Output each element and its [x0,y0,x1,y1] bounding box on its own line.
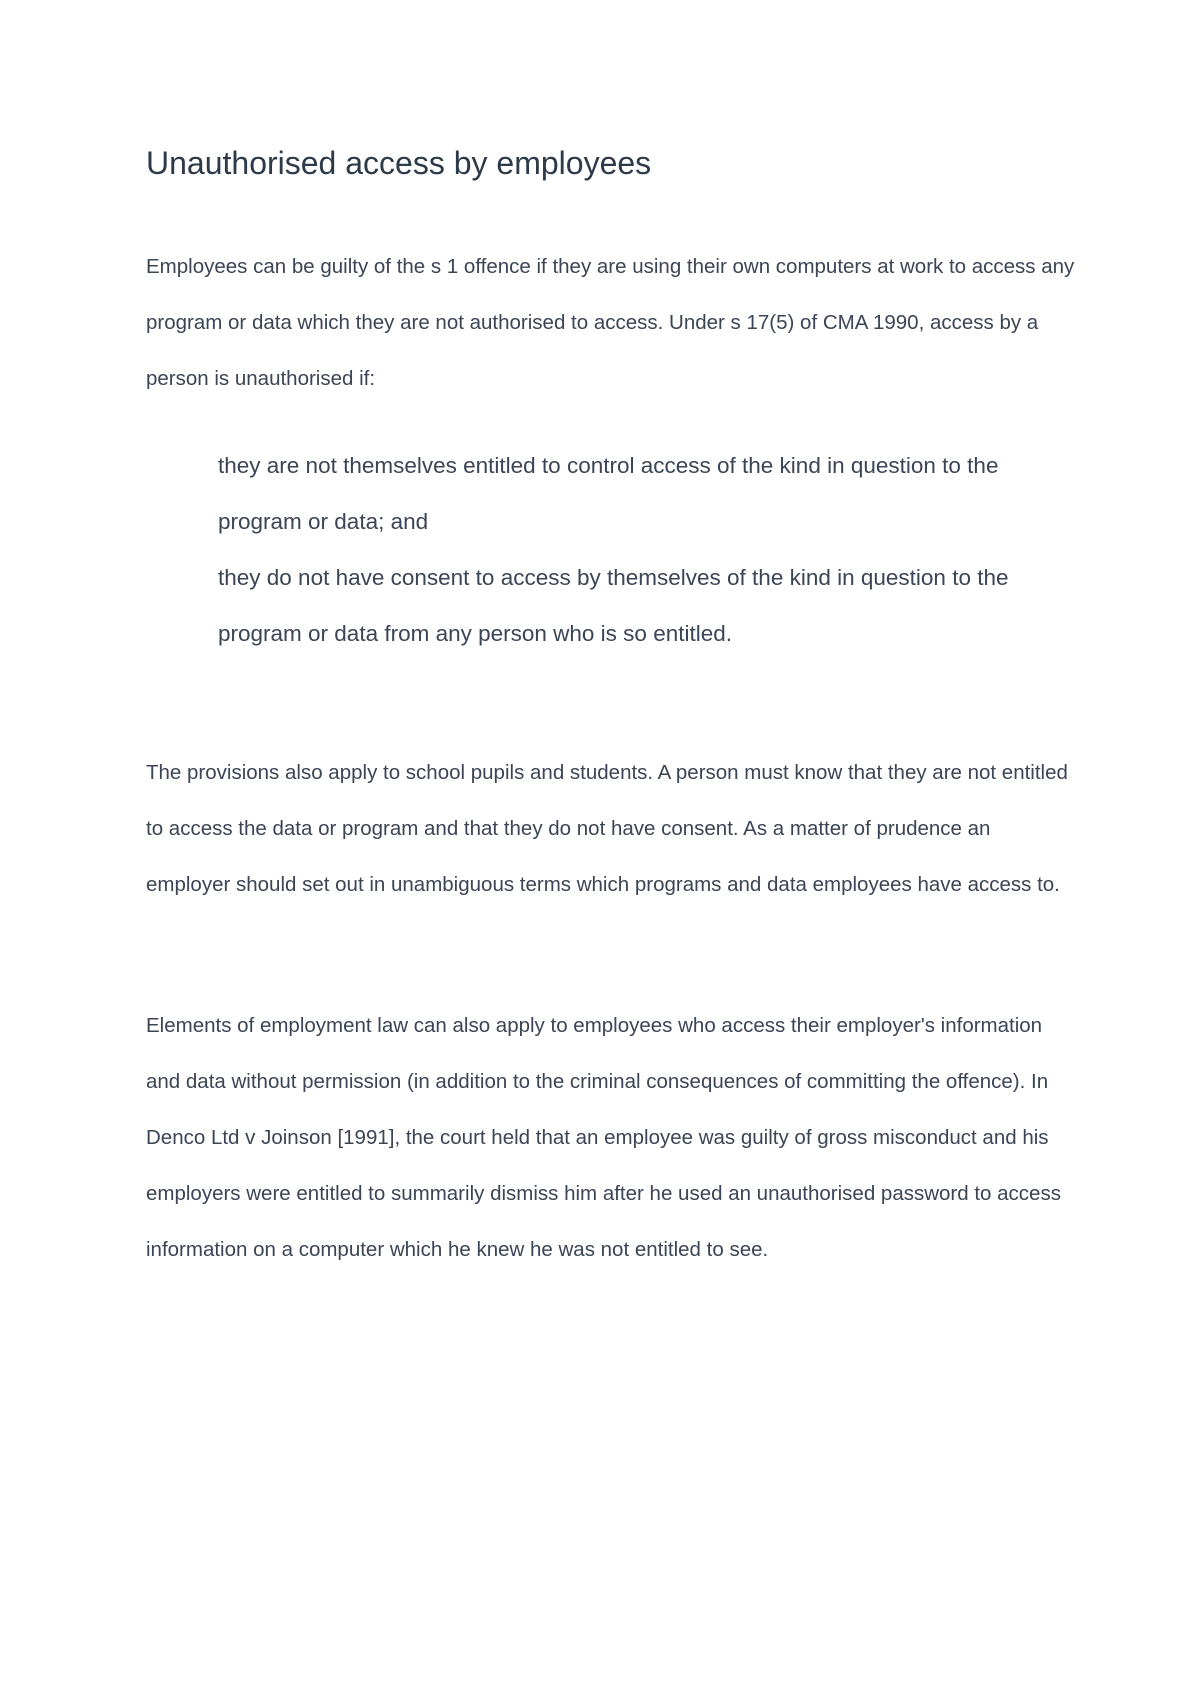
condition-item: they are not themselves entitled to control access of the kind in question to the program or data; and [218,453,999,534]
intro-paragraph: Employees can be guilty of the s 1 offence if they are using their own computers at work to access any program or data which they are not authorised to access. Under s 17(5) of CMA 1990, access by a person is unauthorised if: [146,255,1075,390]
condition-item: they do not have consent to access by themselves of the kind in question to the program or data from any person who is so entitled. [218,565,1009,646]
provisions-paragraph: The provisions also apply to school pupils and students. A person must know that they are not entitled to access the data or program and that they do not have consent. As a matter of prudence an employer should set out in unambiguous terms which programs and data employees have access to. [146,761,1068,896]
document-title: Unauthorised access by employees [146,145,652,181]
unauthorised-conditions-list [218,438,1058,662]
employment-law-paragraph: Elements of employment law can also apply to employees who access their employer's information and data without permission (in addition to the criminal consequences of committing the offence). In Denco Ltd v Joinson [1991], the court held that an employee was guilty of gross misconduct and his employers were entitled to summarily dismiss him after he used an unauthorised password to access information on a computer which he knew he was not entitled to see. [146,1014,1061,1261]
